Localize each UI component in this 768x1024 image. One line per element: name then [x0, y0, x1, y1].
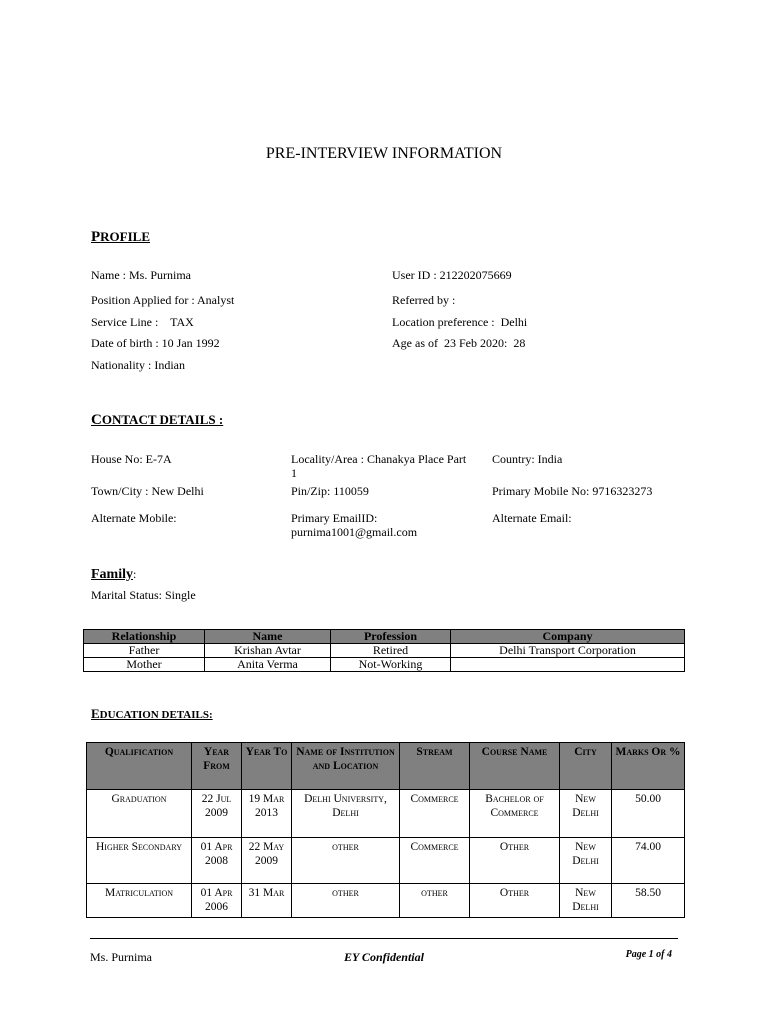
name-field: Name : Ms. Purnima	[91, 268, 191, 282]
table-cell: 50.00	[612, 790, 685, 838]
table-cell: 19 Mar 2013	[242, 790, 292, 838]
table-row	[87, 790, 685, 838]
education-heading: EDUCATION DETAILS:	[91, 706, 213, 721]
table-cell: Delhi Transport Corporation	[451, 644, 685, 658]
table-cell: New Delhi	[560, 884, 612, 918]
table-cell: New Delhi	[560, 838, 612, 884]
table-cell: other	[292, 838, 400, 884]
education-table	[86, 742, 685, 918]
primary-email-field: Primary EmailID: purnima1001@gmail.com	[291, 511, 418, 539]
dob-field: Date of birth : 10 Jan 1992	[91, 336, 220, 350]
table-cell: Commerce	[400, 790, 470, 838]
header-city: City	[560, 743, 612, 790]
page-title: PRE-INTERVIEW INFORMATION	[265, 145, 503, 162]
table-cell: Graduation	[87, 790, 192, 838]
header-year-from: Year From	[192, 743, 242, 790]
contact-heading: CONTACT DETAILS :	[91, 412, 224, 428]
header-year-to: Year To	[242, 743, 292, 790]
alternate-email-field: Alternate Email:	[492, 511, 572, 525]
header-marks: Marks Or %	[612, 743, 685, 790]
table-row	[84, 644, 685, 658]
table-cell: Anita Verma	[205, 658, 331, 672]
table-cell: Bachelor of Commerce	[470, 790, 560, 838]
table-cell: 01 Apr 2006	[192, 884, 242, 918]
header-profession: Profession	[331, 630, 451, 644]
locality-field: Locality/Area : Chanakya Place Part 1	[291, 452, 467, 480]
table-cell: 01 Apr 2008	[192, 838, 242, 884]
position-field: Position Applied for : Analyst	[91, 293, 235, 307]
table-cell: Higher Secondary	[87, 838, 192, 884]
education-table-header	[87, 743, 685, 790]
location-preference-field: Location preference : Delhi	[392, 315, 528, 329]
header-stream: Stream	[400, 743, 470, 790]
table-cell: Other	[470, 884, 560, 918]
header-institution: Name of Institution and Location	[292, 743, 400, 790]
footer-page-number: Page 1 of 4	[625, 949, 672, 960]
family-table-header	[84, 630, 685, 644]
table-cell: Not-Working	[331, 658, 451, 672]
header-name: Name	[205, 630, 331, 644]
marital-status-field: Marital Status: Single	[91, 588, 196, 602]
header-qualification: Qualification	[87, 743, 192, 790]
footer-confidential: EY Confidential	[344, 950, 424, 964]
house-field: House No: E-7A	[91, 452, 172, 466]
table-cell: Mother	[84, 658, 205, 672]
table-cell: 31 Mar	[242, 884, 292, 918]
footer-name: Ms. Purnima	[90, 950, 153, 964]
family-table	[83, 629, 685, 672]
table-cell: New Delhi	[560, 790, 612, 838]
table-cell: Commerce	[400, 838, 470, 884]
table-cell: Other	[470, 838, 560, 884]
country-field: Country: India	[492, 452, 563, 466]
table-cell: 22 Jul 2009	[192, 790, 242, 838]
user-id-field: User ID : 212202075669	[392, 268, 512, 282]
header-course-name: Course Name	[470, 743, 560, 790]
table-cell: Father	[84, 644, 205, 658]
primary-mobile-field: Primary Mobile No: 9716323273	[492, 484, 653, 498]
table-cell: Delhi University, Delhi	[292, 790, 400, 838]
family-heading: Family:	[91, 567, 137, 582]
header-company: Company	[451, 630, 685, 644]
profile-heading: PROFILE	[91, 229, 151, 245]
header-relationship: Relationship	[84, 630, 205, 644]
table-row	[87, 838, 685, 884]
table-cell: Krishan Avtar	[205, 644, 331, 658]
referred-by-field: Referred by :	[392, 293, 456, 307]
table-row	[87, 884, 685, 918]
alternate-mobile-field: Alternate Mobile:	[91, 511, 177, 525]
service-line-field: Service Line : TAX	[91, 315, 194, 329]
table-cell: Matriculation	[87, 884, 192, 918]
table-cell: 58.50	[612, 884, 685, 918]
nationality-field: Nationality : Indian	[91, 358, 185, 372]
footer-divider	[90, 938, 678, 939]
table-cell	[451, 658, 685, 672]
table-row	[84, 658, 685, 672]
pin-field: Pin/Zip: 110059	[291, 484, 369, 498]
table-cell: other	[400, 884, 470, 918]
table-cell: 22 May 2009	[242, 838, 292, 884]
age-field: Age as of 23 Feb 2020: 28	[392, 336, 526, 350]
town-field: Town/City : New Delhi	[91, 484, 204, 498]
table-cell: Retired	[331, 644, 451, 658]
table-cell: 74.00	[612, 838, 685, 884]
table-cell: other	[292, 884, 400, 918]
